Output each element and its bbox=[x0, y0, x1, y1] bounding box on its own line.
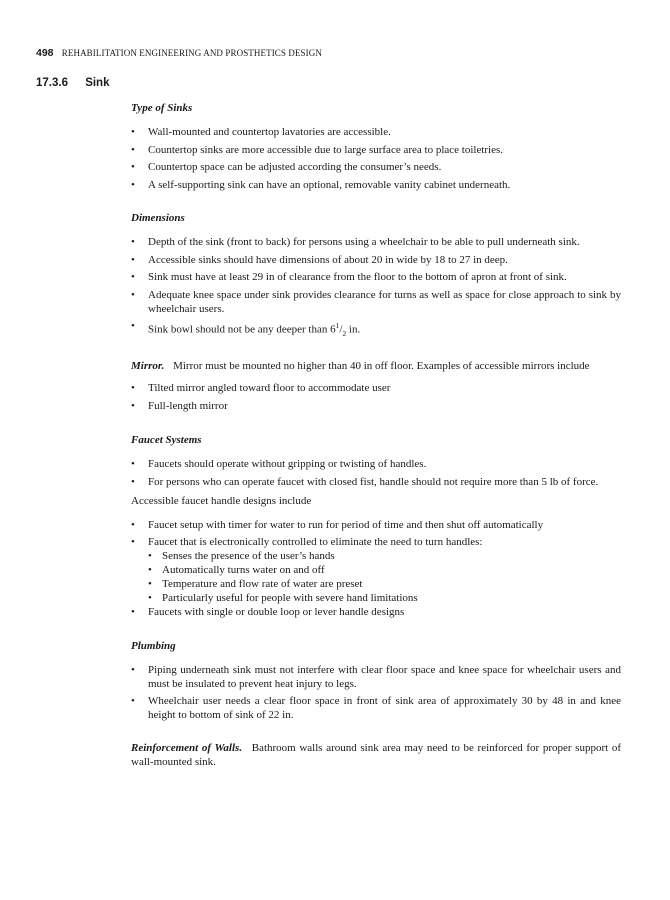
list-item-bowl-depth bbox=[131, 319, 621, 341]
fraction-denominator: 2 bbox=[342, 328, 347, 338]
list-item: • Faucets with single or double loop or lever handle designs bbox=[131, 605, 621, 619]
faucet-designs-intro: Accessible faucet handle designs include bbox=[131, 494, 312, 507]
walls-text: Bathroom walls around sink area may need to be reinforced for proper support of wall-mounted sink. bbox=[131, 741, 621, 768]
nested-list-item: • Senses the presence of the user’s hands bbox=[148, 549, 621, 563]
page-header bbox=[36, 47, 322, 59]
plumbing-list bbox=[131, 663, 621, 723]
page-body bbox=[131, 101, 621, 769]
list-item: • For persons who can operate faucet with closed fist, handle should not require more than 5 lb of force. bbox=[131, 475, 621, 489]
page-number: 498 bbox=[36, 47, 54, 59]
section-number: 17.3.6 bbox=[36, 77, 68, 89]
subheading-plumbing: Plumbing bbox=[131, 639, 176, 652]
faucet-list bbox=[131, 457, 621, 489]
electronic-features-list bbox=[148, 549, 621, 605]
electronic-faucet-text: Faucet that is electronically controlled to eliminate the need to turn handles: bbox=[148, 536, 483, 549]
mirror-list bbox=[131, 381, 621, 413]
list-item: • Accessible sinks should have dimensions of about 20 in wide by 18 to 27 in deep. bbox=[131, 253, 621, 267]
list-item: • Full-length mirror bbox=[131, 399, 621, 413]
list-item: • A self-supporting sink can have an optional, removable vanity cabinet underneath. bbox=[131, 178, 621, 192]
list-item: • Wheelchair user needs a clear floor space in front of sink area of approximately 30 by 48 in and knee height to bottom of sink of 22 in. bbox=[131, 694, 621, 722]
dimensions-list bbox=[131, 235, 621, 341]
subheading-type-of-sinks: Type of Sinks bbox=[131, 102, 193, 114]
list-item-electronic bbox=[131, 535, 621, 605]
list-item: • Sink must have at least 29 in of clearance from the floor to the bottom of apron at front of sink. bbox=[131, 270, 621, 284]
list-item: • Faucet setup with timer for water to run for period of time and then shut off automatically bbox=[131, 518, 621, 532]
nested-list-item: • Automatically turns water on and off bbox=[148, 563, 621, 577]
nested-list-item: • Temperature and flow rate of water are preset bbox=[148, 577, 621, 591]
section-title: Sink bbox=[85, 77, 110, 89]
fraction-slash: / bbox=[339, 323, 343, 336]
bowl-depth-unit: in. bbox=[346, 323, 361, 336]
list-item: • Countertop space can be adjusted according the consumer’s needs. bbox=[131, 160, 621, 174]
list-item: • Tilted mirror angled toward floor to accommodate user bbox=[131, 381, 621, 395]
list-item: • Faucets should operate without gripping or twisting of handles. bbox=[131, 457, 621, 471]
list-item: • Countertop sinks are more accessible due to large surface area to place toiletries. bbox=[131, 143, 621, 157]
nested-list-item: • Particularly useful for people with severe hand limitations bbox=[148, 591, 621, 605]
mirror-runin-heading: Mirror. bbox=[131, 360, 165, 373]
walls-paragraph bbox=[131, 741, 621, 769]
bowl-depth-text: Sink bowl should not be any deeper than 6 bbox=[148, 323, 336, 336]
list-item: • Depth of the sink (front to back) for persons using a wheelchair to be able to pull underneath sink. bbox=[131, 235, 621, 249]
subheading-dimensions: Dimensions bbox=[131, 212, 185, 224]
subheading-faucet-systems: Faucet Systems bbox=[131, 434, 202, 447]
mirror-paragraph bbox=[131, 359, 621, 373]
list-item: • Piping underneath sink must not interfere with clear floor space and knee space for wheelchair users and must be insulated to prevent heat injury to legs. bbox=[131, 663, 621, 691]
faucet-designs-list bbox=[131, 518, 621, 620]
list-item: • Wall-mounted and countertop lavatories are accessible. bbox=[131, 125, 621, 139]
running-title: REHABILITATION ENGINEERING AND PROSTHETICS DESIGN bbox=[61, 48, 322, 58]
mirror-text: Mirror must be mounted no higher than 40 in off floor. Examples of accessible mirrors include bbox=[173, 360, 590, 373]
walls-runin-heading: Reinforcement of Walls. bbox=[131, 741, 243, 754]
type-of-sinks-list bbox=[131, 125, 621, 192]
section-heading bbox=[36, 77, 109, 89]
list-item: • Adequate knee space under sink provides clearance for turns as well as space for close approach to sink by wheelchair users. bbox=[131, 288, 621, 316]
fraction-numerator: 1 bbox=[335, 321, 340, 330]
